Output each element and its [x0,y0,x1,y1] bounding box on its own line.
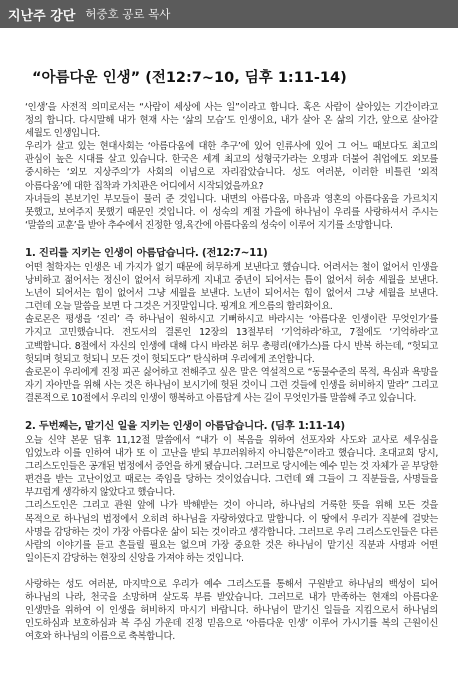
intro-paragraph-3: 자녀들의 본보기인 부모들이 물러 준 것입니다. 내면의 아름다움, 마음과 영혼의 아름다움을 가르치지 못했고, 보여주지 못했기 때문인 것입니다. 이 성숙의 계절 가을에 하나님이 우리를 사랑하셔서 주시는 ‘말씀의 교훈’을 받아 추수에서 진정한 영,육간에 아름다움의 성숙이 이루어 지기를 소망합니다. [25,193,438,231]
section-label: 지난주 강단 [8,8,76,24]
intro-paragraph-1: ‘인생’을 사전적 의미로서는 “사람이 세상에 사는 일”이라고 합니다. 혹은 사람이 살아있는 기간이라고 정의 합니다. 다시말해 내가 현재 사는 ‘삶의 모습’도 인생이요, 내가 살아 온 삶의 기간, 앞으로 살아갈 세월도 인생입니다. [25,102,438,140]
section-1-heading: 1. 진리를 지키는 인생이 아름답습니다. (전12:7~11) [25,246,268,259]
section-1-paragraph-1: 어떤 철학자는 인생은 네 가지가 없기 때문에 허무하게 보낸다고 했습니다. 어려서는 철이 없어서 인생을 낭비하고 젊어서는 정신이 없어서 허무하게 지내고 중년이 되어서는 틈이 없어서 허송 세월을 보낸다. 노년이 되어서는 힘이 없어서 그냥 세월을 보낸다. 노년이 되어서는 힘이 없어서 그냥 세월을 보낸다. 그런데 오늘 말씀을 보면 다 그것은 거짓말입니다. 핑계요 게으름의 합리화이요. [25,261,438,313]
section-2-heading: 2. 두번째는, 맡기신 일을 지키는 인생이 아름답습니다. (딤후 1:11-14) [25,419,345,432]
intro-paragraph-2: 우리가 살고 있는 현대사회는 ‘아름다움에 대한 추구’에 있어 인류사에 있어 그 어느 때보다도 최고의 관심이 높은 시대를 살고 있습니다. 한국은 세계 최고의 성형국가라는 오명과 더불어 취업에도 외모를 중시하는 ‘외모 지상주의’가 사회의 이념으로 자리잡았습니다. 성도 여러분, 이러한 비틀린 ‘외적 아름다움’에 대한 집착과 가치관은 어디에서 시작되었을까요? [25,141,438,192]
preacher-name: 허중호 공로 목사 [85,7,171,21]
sermon-body [0,66,458,643]
sermon-title: “아름다운 인생” (전12:7~10, 딤후 1:11-14) [32,70,347,86]
section-2-paragraph-2: 그리스도인은 그리고 관원 앞에 나가 박해받는 것이 아니라, 하나님의 거룩한 뜻을 위해 모든 것을 목적으로 하나님의 법정에서 오히려 하나님을 자랑하였다고 말합니다. 이 땅에서 우리가 직분에 걸맞는 사명을 감당하는 것이 가장 아름다운 삶이 되는 것이라고 생각합니다. 그러므로 우리 그리스도인들은 다른 사람의 이야기를 듣고 흔들릴 필요는 없으며 가장 중요한 것은 하나님이 맡기신 직분과 사명과 어떤 일이든지 감당하는 현장의 신앙을 가져야 하는 것입니다. [25,500,438,564]
section-1-paragraph-3: 솔로몬이 우리에게 진정 피곤 싫어하고 전해주고 싶은 말은 역설적으로 “동물수준의 목적, 욕심과 욕망을 자기 자아만을 위해 사는 것은 하나님이 보시기에 헛된 것이니 그런 것들에 인생을 허비하지 말라” 그리고 결론적으로 10절에서 우리의 인생이 행복하고 아름답게 사는 길이 무엇인가를 말씀해 주고 있습니다. [25,366,438,404]
closing-paragraph: 사랑하는 성도 여러분, 마지막으로 우리가 예수 그리스도를 통해서 구원받고 하나님의 백성이 되어 하나님의 나라, 천국을 소망하며 살도록 부름 받았습니다. 그러므로 내가 만족하는 현재의 아름다운 인생만을 위하여 이 인생을 허비하지 마시기 바랍니다. 하나님이 맡기신 일들을 지킴으로서 하나님의 인도하심과 보호하심과 복 주심 가운데 진정 믿음으로 ‘아름다운 인생’ 이루어 가시기를 복의 근원이신 여호와 하나님의 이름으로 축복합니다. [25,578,438,643]
section-2-paragraph-1: 오늘 신약 본문 딤후 11,12절 말씀에서 “내가 이 복음을 위하여 선포자와 사도와 교사로 세우심을 입었노라 이를 인하여 내가 또 이 고난을 받되 부끄러워하지 아니함은”이라고 했습니다. 초대교회 당시, 그리스도인들은 공개된 법정에서 증언을 하게 됐습니다. 그러므로 당시에는 예수 믿는 것 자체가 곧 부당한 편견을 받는 고난이었고 때로는 죽임을 당하는 것이었습니다. 그런데 왜 그들이 그 직분들을, 사명들을 부끄럽게 생각하지 않았다고 했습니다. [25,434,438,499]
section-1-paragraph-2: 솔로몬은 평생을 ‘진리’ 즉 하나님이 원하시고 기뻐하시고 바라시는 ‘아름다운 인생이란 무엇인가’를 가지고 고민했습니다. 전도서의 결론인 12장의 13절부터 ‘기억하라’하고, 7절에도 ‘기억하라’고 고백합니다. 8절에서 자신의 인생에 대해 다시 바라본 허무 총평리(애가스)를 다시 반복 하는데, “헛되고 헛되며 헛되고 헛되니 모든 것이 헛되도다” 탄식하며 우리에게 조언합니다. [25,314,438,365]
page-header [0,0,458,28]
